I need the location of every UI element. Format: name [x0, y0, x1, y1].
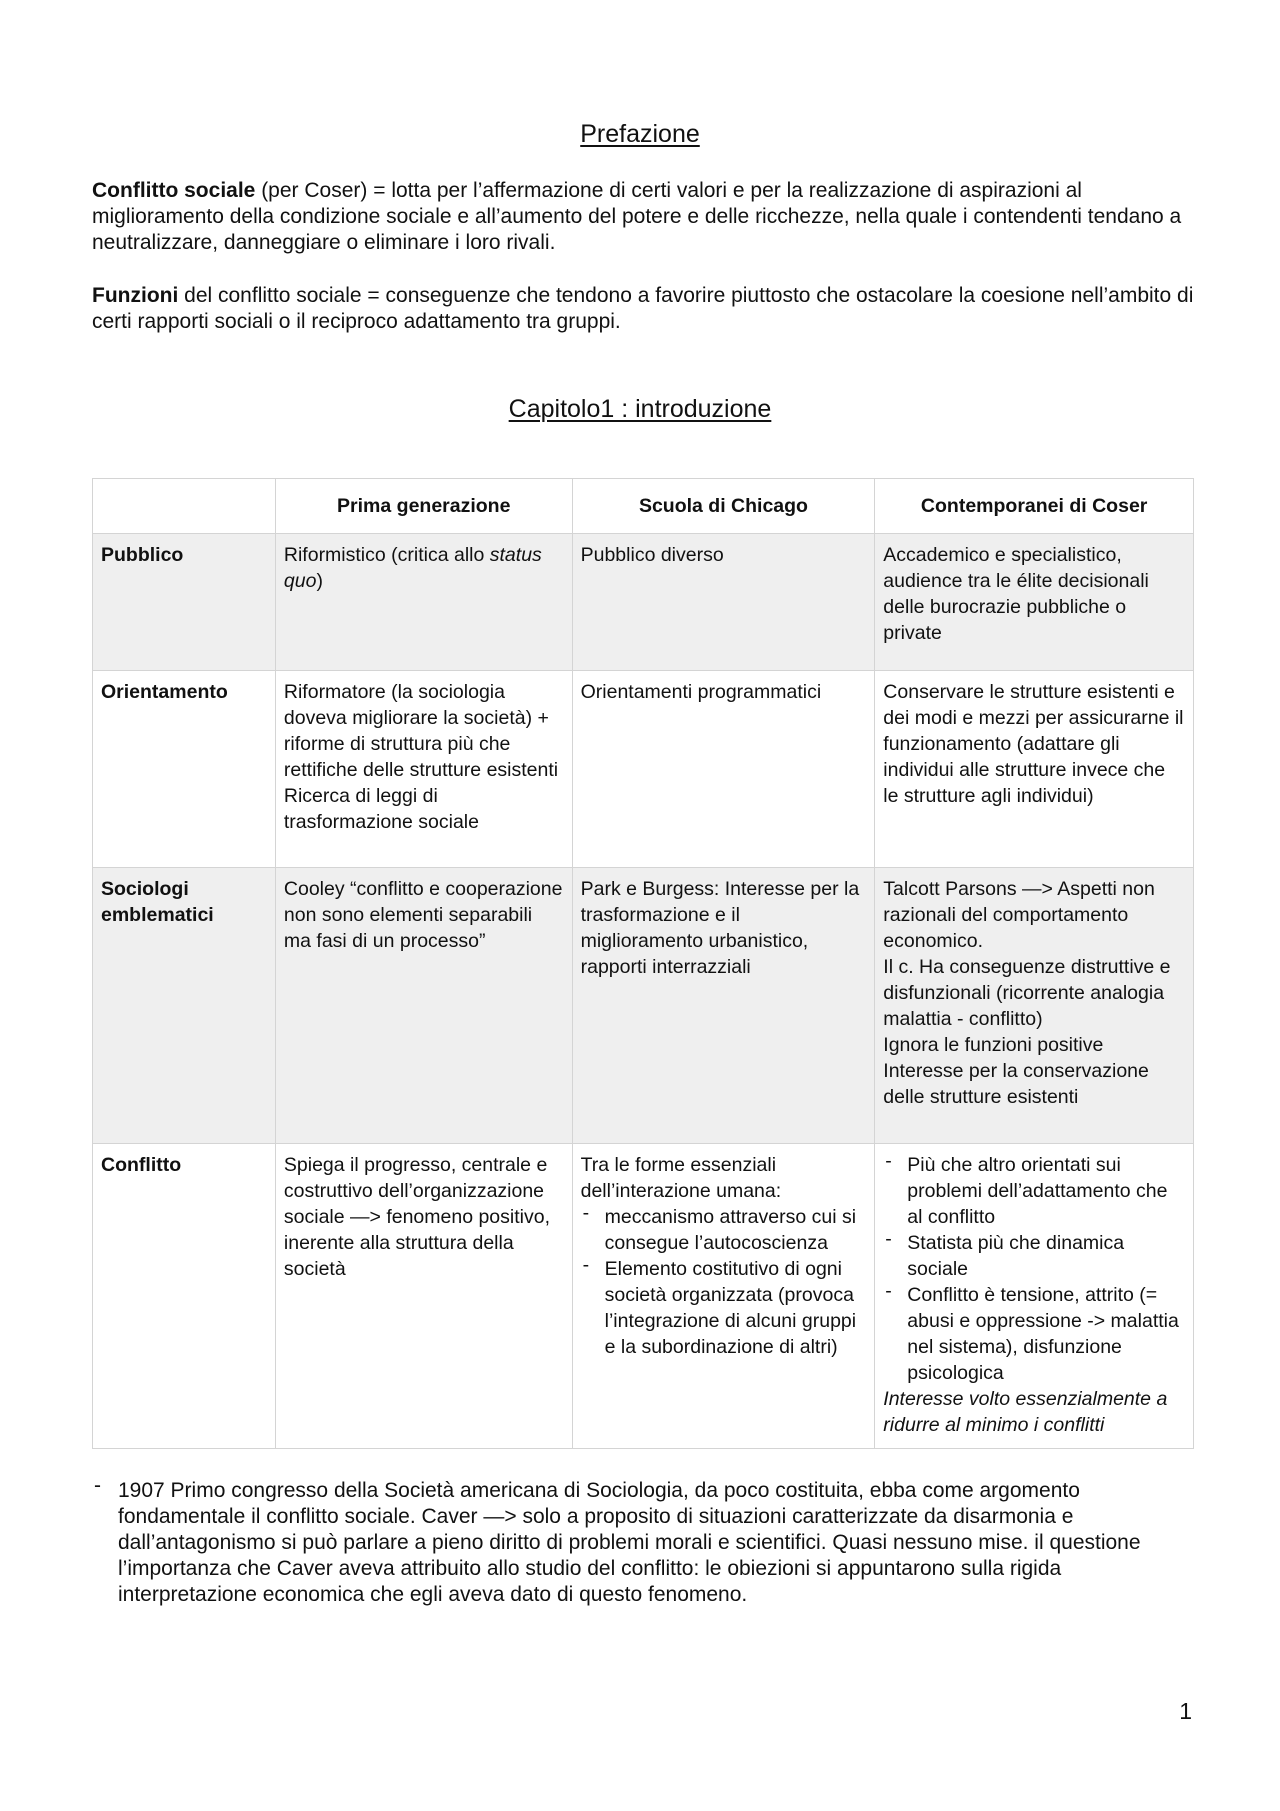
cell-orientamento-prima-generazione — [275, 671, 572, 868]
page-number: 1 — [1179, 1698, 1192, 1724]
cell-line: Riformatore (la sociologia doveva migliorare la società) + riforme di struttura più che rettifiche delle strutture esistenti — [283, 681, 559, 781]
term-conflitto-sociale: Conflitto sociale — [92, 179, 256, 202]
table-row-pubblico — [93, 534, 1194, 671]
table-row-conflitto — [93, 1144, 1194, 1449]
dash-list — [581, 1204, 867, 1360]
bullet-dash: - — [94, 1474, 101, 1497]
list-item: - Più che altro orientati sui problemi dell’adattamento che al conflitto — [883, 1152, 1185, 1230]
cell-sociologi-scuola-chicago: Park e Burgess: Interesse per la trasformazione e il miglioramento urbanistico, rapporti interrazziali — [572, 868, 875, 1144]
definition-funzioni: del conflitto sociale = conseguenze che tendono a favorire piuttosto che ostacolare la coesione nell’ambito di certi rapporti sociali o il reciproco adattamento tra gruppi. — [92, 284, 1194, 333]
cell-conflitto-scuola-chicago — [572, 1144, 875, 1449]
term-funzioni: Funzioni — [92, 284, 179, 307]
cell-line: Il c. Ha conseguenze distruttive e disfunzionali (ricorrente analogia malattia - conflitto) — [883, 956, 1171, 1030]
cell-orientamento-contemporanei: Conservare le strutture esistenti e dei modi e mezzi per assicurarne il funzionamento (adattare gli individui alle strutture invece che le strutture agli individui) — [875, 671, 1194, 868]
bullet-paragraph-1907 — [92, 1474, 1202, 1608]
cell-line: Ricerca di leggi di trasformazione sociale — [283, 785, 479, 833]
cell-line: Ignora le funzioni positive — [883, 1034, 1104, 1056]
cell-line: Interesse per la conservazione delle strutture esistenti — [883, 1060, 1149, 1108]
cell-pubblico-scuola-chicago: Pubblico diverso — [572, 534, 875, 671]
cell-text: Riformistico (critica allo — [283, 544, 490, 566]
list-item: - meccanismo attraverso cui si consegue l’autocoscienza — [581, 1204, 867, 1256]
list-item: - Conflitto è tensione, attrito (= abusi e oppressione -> malattia nel sistema), disfunzione psicologica — [883, 1282, 1185, 1386]
row-label-conflitto: Conflitto — [93, 1144, 276, 1449]
cell-pubblico-prima-generazione — [275, 534, 572, 671]
cell-line: Talcott Parsons —> Aspetti non razionali del comportamento economico. — [883, 878, 1155, 952]
cell-sociologi-contemporanei — [875, 868, 1194, 1144]
preface-paragraph-funzioni — [92, 283, 1202, 335]
preface-title: Prefazione — [580, 120, 700, 148]
cell-italic-line: Interesse volto essenzialmente a ridurre al minimo i conflitti — [883, 1388, 1168, 1436]
row-label-pubblico: Pubblico — [93, 534, 276, 671]
bullet-text: 1907 Primo congresso della Società americana di Sociologia, da poco costituita, ebba come argomento fondamentale il conflitto sociale. Caver —> solo a proposito di situazioni caratterizzate da disarmonia e dall’antagonismo si può parlare a pieno diritto di problemi morali e scientifici. Quasi nessuno mise. il questione l’importanza che Caver aveva attribuito allo studio del conflitto: le obiezioni si appuntarono sulla rigida interpretazione economica che egli aveva dato di questo fenomeno. — [118, 1479, 1141, 1606]
cell-italic-text: status quo — [283, 544, 542, 592]
cell-conflitto-prima-generazione: Spiega il progresso, centrale e costruttivo dell’organizzazione sociale —> fenomeno positivo, inerente alla struttura della società — [275, 1144, 572, 1449]
comparison-table — [92, 478, 1194, 1449]
table-row-orientamento — [93, 671, 1194, 868]
chapter-title: Capitolo1 : introduzione — [508, 395, 772, 423]
dash-list — [883, 1152, 1185, 1386]
header-contemporanei-di-coser: Contemporanei di Coser — [875, 479, 1194, 534]
row-label-sociologi: Sociologi emblematici — [93, 868, 276, 1144]
row-label-orientamento: Orientamento — [93, 671, 276, 868]
cell-text: ) — [316, 570, 323, 592]
list-item: - Statista più che dinamica sociale — [883, 1230, 1185, 1282]
cell-line: Tra le forme essenziali dell’interazione umana: — [580, 1154, 782, 1202]
table-header-row — [93, 479, 1194, 534]
header-empty — [93, 479, 276, 534]
header-prima-generazione: Prima generazione — [275, 479, 572, 534]
cell-pubblico-contemporanei: Accademico e specialistico, audience tra le élite decisionali delle burocrazie pubbliche o private — [875, 534, 1194, 671]
definition-conflitto-sociale: (per Coser) = lotta per l’affermazione di certi valori e per la realizzazione di aspirazioni al miglioramento della condizione sociale e all’aumento del potere e delle ricchezze, nella quale i contendenti tendano a neutralizzare, danneggiare o eliminare i loro rivali. — [92, 179, 1182, 254]
preface-paragraph-conflitto — [92, 178, 1202, 256]
cell-orientamento-scuola-chicago: Orientamenti programmatici — [572, 671, 875, 868]
cell-conflitto-contemporanei — [875, 1144, 1194, 1449]
list-item: - Elemento costitutivo di ogni società organizzata (provoca l’integrazione di alcuni gruppi e la subordinazione di altri) — [581, 1256, 867, 1360]
cell-sociologi-prima-generazione: Cooley “conflitto e cooperazione non sono elementi separabili ma fasi di un processo” — [275, 868, 572, 1144]
table-row-sociologi — [93, 868, 1194, 1144]
header-scuola-di-chicago: Scuola di Chicago — [572, 479, 875, 534]
